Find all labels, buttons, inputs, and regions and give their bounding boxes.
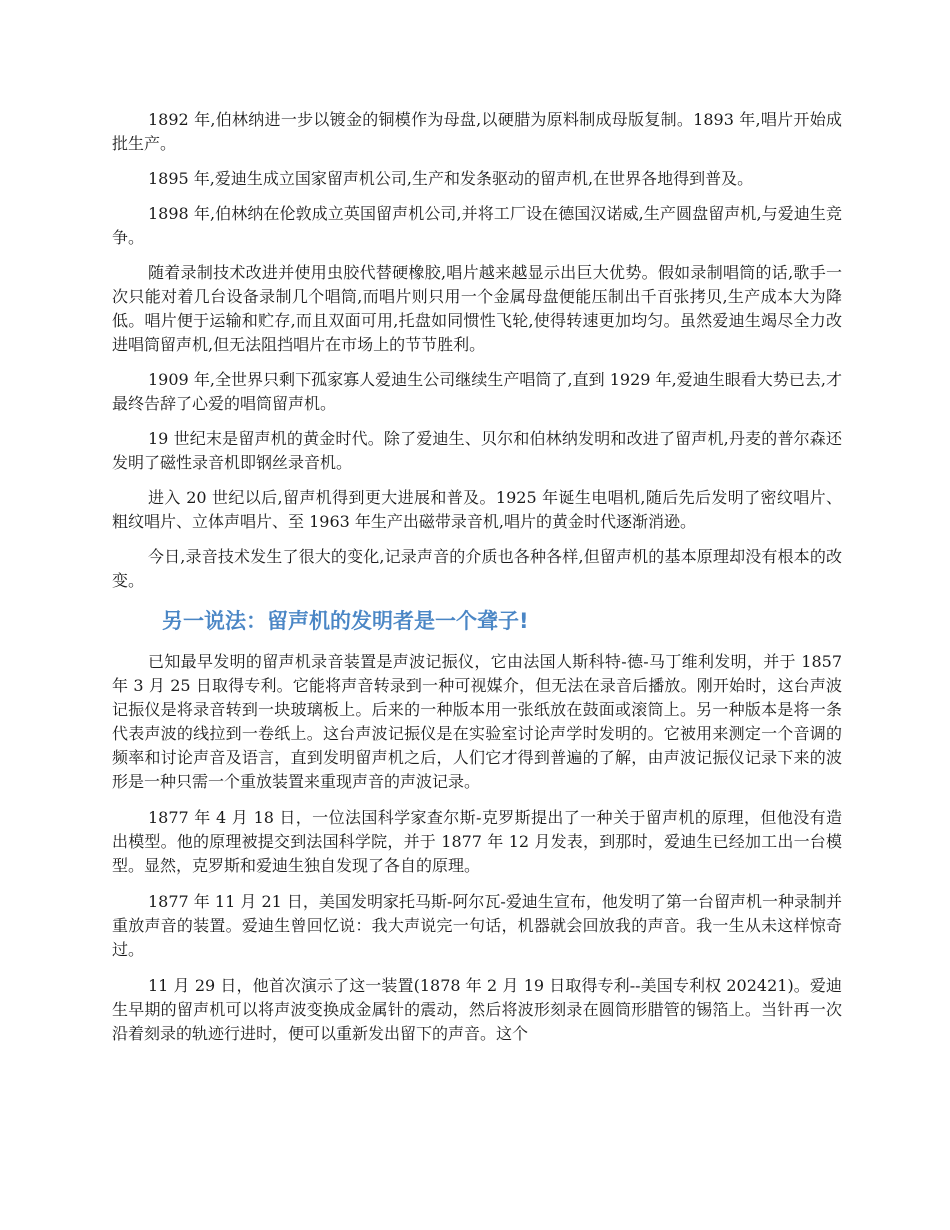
paragraph: 随着录制技术改进并使用虫胶代替硬橡胶,唱片越来越显示出巨大优势。假如录制唱筒的话,歌手一次只能对着几台设备录制几个唱筒,而唱片则只用一个金属母盘便能压制出千百张拷贝,生产成本大为降低。唱片便于运输和贮存,而且双面可用,托盘如同惯性飞轮,使得转速更加均匀。虽然爱迪生竭尽全力改进唱筒留声机,但无法阻挡唱片在市场上的节节胜利。 (112, 263, 842, 354)
paragraph: 11 月 29 日，他首次演示了这一装置(1878 年 2 月 19 日取得专利--美国专利权 202421)。爱迪生早期的留声机可以将声波变换成金属针的震动，然后将波形刻录在圆筒形腊管的锡箔上。当针再一次沿着刻录的轨迹行进时，便可以重新发出留下的声音。这个 (112, 976, 842, 1043)
paragraph: 今日,录音技术发生了很大的变化,记录声音的介质也各种各样,但留声机的基本原理却没有根本的改变。 (112, 547, 842, 590)
paragraph: 19 世纪末是留声机的黄金时代。除了爱迪生、贝尔和伯林纳发明和改进了留声机,丹麦的普尔森还发明了磁性录音机即钢丝录音机。 (112, 429, 842, 472)
paragraph: 1909 年,全世界只剩下孤家寡人爱迪生公司继续生产唱筒了,直到 1929 年,爱迪生眼看大势已去,才最终告辞了心爱的唱筒留声机。 (112, 370, 842, 413)
paragraph: 1898 年,伯林纳在伦敦成立英国留声机公司,并将工厂设在德国汉诺威,生产圆盘留声机,与爱迪生竞争。 (112, 204, 842, 247)
paragraph: 进入 20 世纪以后,留声机得到更大进展和普及。1925 年诞生电唱机,随后先后发明了密纹唱片、粗纹唱片、立体声唱片、至 1963 年生产出磁带录音机,唱片的黄金时代逐渐消逊。 (112, 488, 842, 531)
paragraph: 1892 年,伯林纳进一步以镀金的铜模作为母盘,以硬腊为原料制成母版复制。1893 年,唱片开始成批生产。 (112, 110, 842, 153)
paragraph: 1895 年,爱迪生成立国家留声机公司,生产和发条驱动的留声机,在世界各地得到普及。 (148, 169, 754, 188)
paragraph: 1877 年 4 月 18 日，一位法国科学家查尔斯-克罗斯提出了一种关于留声机的原理，但他没有造出模型。他的原理被提交到法国科学院，并于 1877 年 12 月发表，到那时，爱迪生已经加工出一台模型。显然，克罗斯和爱迪生独自发现了各自的原理。 (112, 808, 842, 875)
document-page (112, 108, 842, 1058)
section-heading: 另一说法：留声机的发明者是一个聋子! (162, 609, 529, 633)
paragraph: 已知最早发明的留声机录音装置是声波记振仪，它由法国人斯科特-德-马丁维利发明，并于 1857 年 3 月 25 日取得专利。它能将声音转录到一种可视媒介，但无法在录音后播放。刚开始时，这台声波记振仪是将录音转到一块玻璃板上。后来的一种版本用一张纸放在鼓面或滚筒上。另一种版本是将一条代表声波的线拉到一卷纸上。这台声波记振仪是在实验室讨论声学时发明的。它被用来测定一个音调的频率和讨论声音及语言，直到发明留声机之后，人们它才得到普遍的了解，由声波记振仪记录下来的波形是一种只需一个重放装置来重现声音的声波记录。 (112, 652, 842, 791)
paragraph: 1877 年 11 月 21 日，美国发明家托马斯-阿尔瓦-爱迪生宣布，他发明了第一台留声机一种录制并重放声音的装置。爱迪生曾回忆说：我大声说完一句话，机器就会回放我的声音。我一生从未这样惊奇过。 (112, 892, 842, 959)
